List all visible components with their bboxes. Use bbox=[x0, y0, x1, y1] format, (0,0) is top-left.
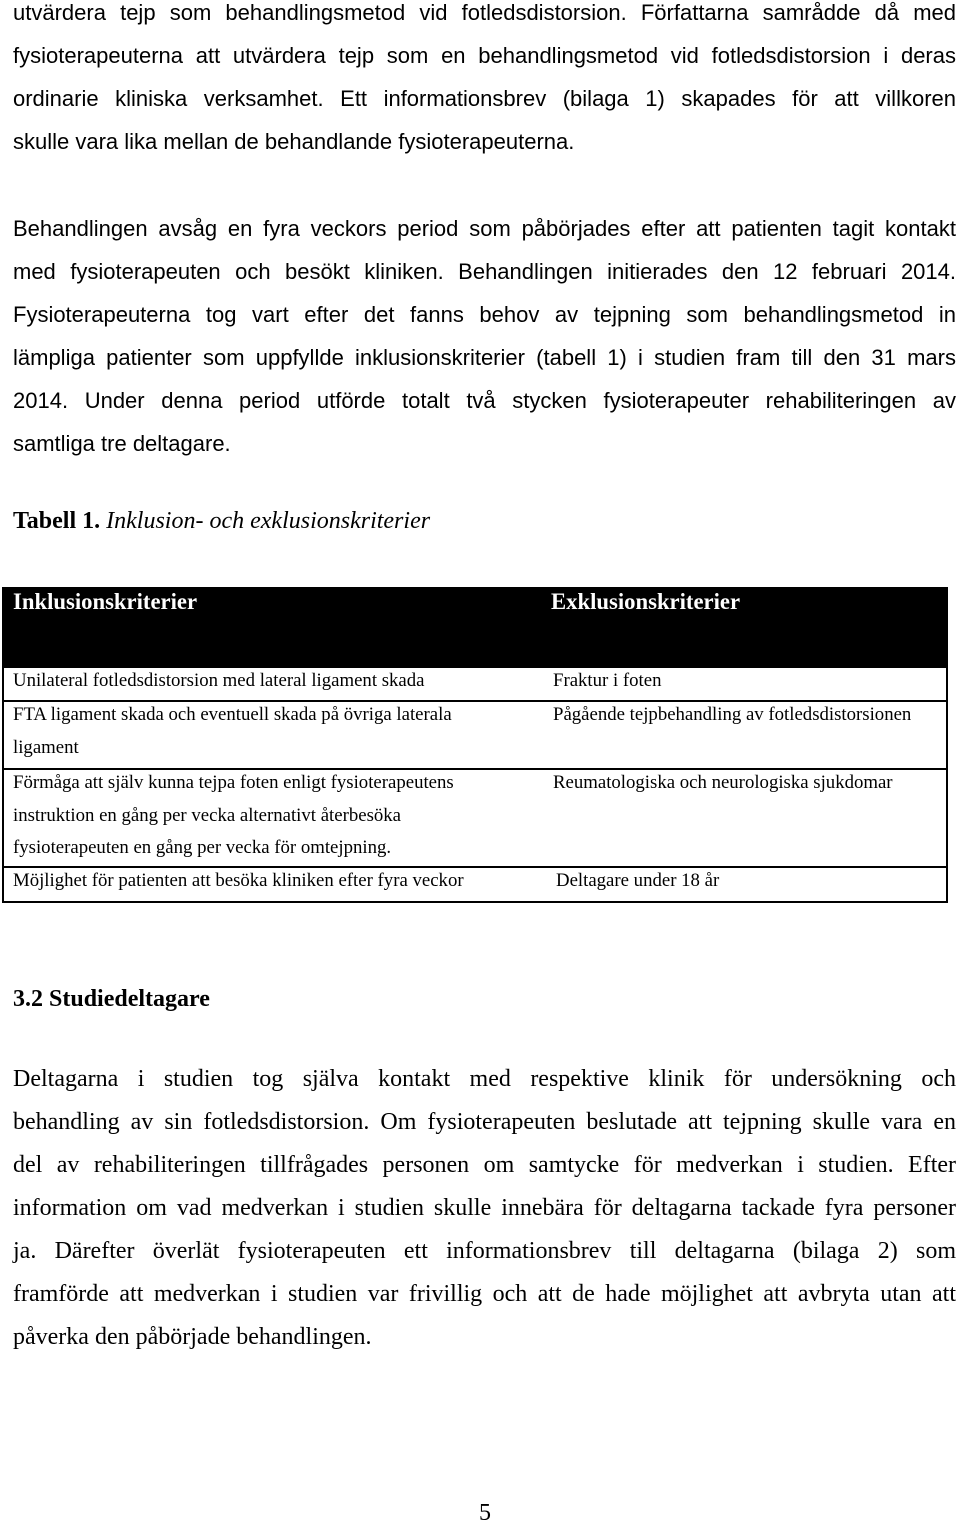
paragraph-line: del av rehabiliteringen tillfrågades personen om samtycke för medverkan i studien. Efter bbox=[13, 1151, 956, 1178]
exclusion-cell bbox=[553, 665, 662, 698]
paragraph-line: samtliga tre deltagare. bbox=[13, 430, 231, 456]
inclusion-cell bbox=[13, 665, 425, 698]
paragraph-line: framförde att medverkan i studien var frivillig och att de hade möjlighet att avbryta utan att bbox=[13, 1280, 956, 1307]
inclusion-cell bbox=[13, 767, 454, 865]
cell-line: fysioterapeuten en gång per vecka för omtejpning. bbox=[13, 837, 392, 858]
paragraph-line: information om vad medverkan i studien skulle innebära för deltagarna tackade fyra personer bbox=[13, 1194, 956, 1221]
paragraph-line: med fysioterapeuten och besökt kliniken. Behandlingen initierades den 12 februari 2014. bbox=[13, 258, 956, 284]
table-header-inclusion: Inklusionskriterier bbox=[13, 589, 198, 614]
paragraph-line: behandling av sin fotledsdistorsion. Om fysioterapeuten beslutade att tejpning skulle vara en bbox=[13, 1108, 956, 1135]
table-row bbox=[4, 668, 946, 700]
paragraph-line: lämpliga patienter som uppfyllde inklusionskriterier (tabell 1) i studien fram till den 31 mars bbox=[13, 344, 956, 370]
table-caption bbox=[13, 505, 430, 537]
paragraph-line: fysioterapeuterna att utvärdera tejp som en behandlingsmetod vid fotledsdistorsion i deras bbox=[13, 43, 956, 68]
paragraph-line: utvärdera tejp som behandlingsmetod vid fotledsdistorsion. Författarna samrådde då med bbox=[13, 0, 956, 25]
participants-paragraph bbox=[13, 1058, 956, 1359]
table-header-exclusion: Exklusionskriterier bbox=[551, 589, 741, 614]
table-row bbox=[4, 866, 946, 901]
paragraph-line: Deltagarna i studien tog själva kontakt med respektive klinik för undersökning och bbox=[13, 1065, 956, 1092]
cell-line: ligament bbox=[13, 736, 79, 758]
cell-line: Fraktur i foten bbox=[553, 670, 662, 691]
paragraph-line: skulle vara lika mellan de behandlande fysioterapeuterna. bbox=[13, 129, 575, 154]
page-number: 5 bbox=[479, 1500, 491, 1526]
cell-line: Deltagare under 18 år bbox=[556, 870, 720, 891]
paragraph-line: ordinarie kliniska verksamhet. Ett informationsbrev (bilaga 1) skapades för att villkoren bbox=[13, 86, 956, 111]
exclusion-cell bbox=[556, 865, 719, 898]
table-row bbox=[4, 700, 946, 768]
cell-line: Möjlighet för patienten att besöka kliniken efter fyra veckor bbox=[13, 870, 464, 891]
exclusion-cell bbox=[553, 699, 911, 732]
table-row bbox=[4, 768, 946, 866]
criteria-table bbox=[2, 587, 948, 903]
intro-paragraph bbox=[13, 0, 956, 163]
cell-line: Unilateral fotledsdistorsion med lateral ligament skada bbox=[13, 670, 425, 691]
table-caption-title: Inklusion- och exklusionskriterier bbox=[106, 508, 431, 534]
treatment-paragraph bbox=[13, 207, 956, 465]
cell-line: FTA ligament skada och eventuell skada på övriga laterala bbox=[13, 704, 452, 725]
cell-line: Reumatologiska och neurologiska sjukdomar bbox=[553, 772, 893, 793]
paragraph-line: Behandlingen avsåg en fyra veckors period som påbörjades efter att patienten tagit kontakt bbox=[13, 215, 956, 241]
exclusion-cell bbox=[553, 767, 893, 800]
table-caption-label: Tabell 1. bbox=[13, 508, 101, 534]
cell-line: Förmåga att själv kunna tejpa foten enligt fysioterapeutens bbox=[13, 772, 454, 793]
paragraph-line: Fysioterapeuterna tog vart efter det fanns behov av tejpning som behandlingsmetod in bbox=[13, 301, 956, 327]
cell-line: Pågående tejpbehandling av fotledsdistorsionen bbox=[553, 704, 912, 725]
inclusion-cell bbox=[13, 865, 464, 898]
paragraph-line: ja. Därefter överlät fysioterapeuten ett informationsbrev till deltagarna (bilaga 2) som bbox=[13, 1237, 956, 1264]
inclusion-cell bbox=[13, 699, 452, 764]
section-heading: 3.2 Studiedeltagare bbox=[13, 986, 210, 1012]
cell-line: instruktion en gång per vecka alternativt återbesöka bbox=[13, 804, 401, 826]
table-header-row bbox=[4, 589, 946, 668]
paragraph-line: 2014. Under denna period utförde totalt två stycken fysioterapeuter rehabiliteringen av bbox=[13, 387, 956, 413]
paragraph-line: påverka den påbörjade behandlingen. bbox=[13, 1323, 372, 1350]
